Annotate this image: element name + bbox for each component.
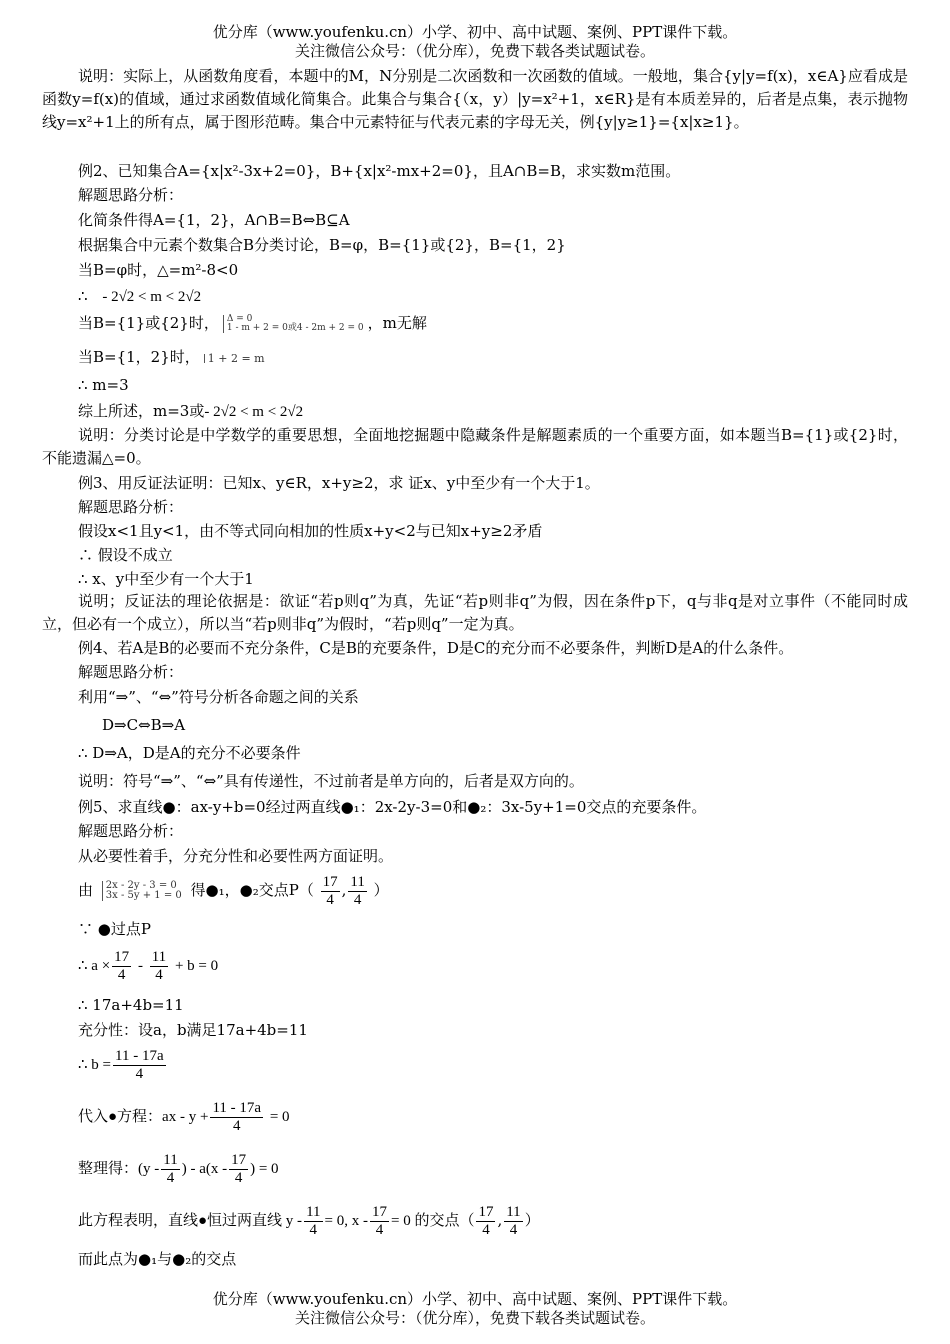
example-2-line-3: 当B=φ时，△=m²-8<0 [78, 261, 239, 279]
example-4-analysis: 解题思路分析： [78, 663, 184, 681]
fraction-17-4: $\frac{17}{4}$ [231, 1151, 247, 1186]
fraction-11-4: $\frac{11}{4}$ [350, 873, 365, 908]
inequality-math: - 2√2 < m < 2√2 [204, 404, 304, 420]
example-3-line-1: 假设x<1且y<1，由不等式同向相加的性质x+y<2与已知x+y≥2矛盾 [78, 522, 543, 540]
example-2-line-2: 根据集合中元素个数集合B分类讨论，B=φ，B={1}或{2}，B={1，2} [78, 236, 566, 254]
example-3-line-2: ∴ 假设不成立 [78, 546, 173, 564]
example-2-line-6: 当B={1，2}时， 1 + 2 = m [78, 348, 265, 366]
example-3-analysis: 解题思路分析： [78, 498, 184, 516]
fraction-substitute: $\frac{11 - 17a}{4}$ [212, 1099, 262, 1134]
example-4-line-2: D⇒C⇔B⇒A [102, 716, 186, 734]
fraction-17-4: $\frac{17}{4}$ [114, 948, 130, 983]
therefore-symbol: ∴ [78, 287, 88, 305]
example-5-analysis: 解题思路分析： [78, 822, 184, 840]
example-2-line-4 [78, 285, 201, 308]
equation-system: Δ = 0 1 - m + 2 = 0或4 - 2m + 2 = 0 [223, 315, 364, 333]
example-5-line-1: 从必要性着手，分充分性和必要性两方面证明。 [78, 847, 394, 865]
example-5-line-6: 充分性：设a，b满足17a+4b=11 [78, 1021, 308, 1039]
fraction-11-4: $\frac{11}{4}$ [306, 1203, 321, 1238]
example-5-line-5: ∴ 17a+4b=11 [78, 996, 184, 1014]
fraction-17-4: $\frac{17}{4}$ [371, 1203, 387, 1238]
example-3-line-3: ∴ x、y中至少有一个大于1 [78, 570, 254, 588]
fraction-b: $\frac{11 - 17a}{4}$ [115, 1047, 164, 1082]
fraction-11-4: $\frac{11}{4}$ [506, 1203, 521, 1238]
example-5-line-7: ∴ b = $\frac{11 - 17a}{4}$ [78, 1047, 164, 1082]
example-2-analysis: 解题思路分析： [78, 186, 184, 204]
example-2-line-1: 化简条件得A={1，2}，A∩B=B⇔B⊆A [78, 211, 350, 229]
note-3: 说明；反证法的理论依据是：欲证“若p则q”为真，先证“若p则非q”为假，因在条件p下，q与非q是对立事件（不能同时成立，但必有一个成立），所以当“若p则非q”为假时，“若p则q”一定为真。 [42, 592, 908, 633]
example-5-line-2: 由 2x - 2y - 3 = 0 3x - 5y + 1 = 0 得●₁，●₂交点P（ $\frac{17}{4}$ , $\frac{11}{4}$ ） [78, 873, 389, 908]
example-2: 例2、已知集合A={x|x²-3x+2=0}，B+{x|x²-mx+2=0}，且A∩B=B，求实数m范围。 [78, 162, 681, 180]
example-4: 例4、若A是B的必要而不充分条件，C是B的充要条件，D是C的充分而不必要条件，判断D是A的什么条件。 [78, 639, 794, 657]
example-5-line-8: 代入●方程：ax - y + $\frac{11 - 17a}{4}$ = 0 [78, 1099, 290, 1134]
note-2: 说明：分类讨论是中学数学的重要思想，全面地挖掘题中隐藏条件是解题素质的一个重要方面，如本题当B={1}或{2}时，不能遗漏△=0。 [42, 426, 908, 467]
footer-line-1: 优分库（www.youfenku.cn）小学、初中、高中试题、案例、PPT课件下载。 [212, 1290, 738, 1308]
equation-system: 2x - 2y - 3 = 0 3x - 5y + 1 = 0 [102, 881, 182, 901]
fraction-17-4: $\frac{17}{4}$ [478, 1203, 494, 1238]
note-4: 说明：符号“⇒”、“⇔”具有传递性，不过前者是单方向的，后者是双方向的。 [78, 772, 584, 790]
example-4-line-3: ∴ D⇒A，D是A的充分不必要条件 [78, 744, 301, 762]
header-line-1: 优分库（www.youfenku.cn）小学、初中、高中试题、案例、PPT课件下载。 [212, 23, 738, 41]
fraction-17-4: $\frac{17}{4}$ [322, 873, 338, 908]
example-5-line-10: 此方程表明，直线●恒过两直线 y - $\frac{11}{4}$ = 0, x - $\frac{17}{4}$ = 0 的交点（ $\frac{17}{4}$ , $\frac{11}{4}$ ） [78, 1203, 540, 1238]
fraction-11-4: $\frac{11}{4}$ [151, 948, 167, 983]
inequality-math: - 2√2 < m < 2√2 [102, 289, 202, 305]
footer-line-2: 关注微信公众号：（优分库），免费下载各类试题试卷。 [294, 1309, 655, 1327]
example-4-line-1: 利用“⇒”、“⇔”符号分析各命题之间的关系 [78, 688, 359, 706]
example-5-line-9: 整理得：(y - $\frac{11}{4}$ ) - a(x - $\frac{17}{4}$ ) = 0 [78, 1151, 279, 1186]
example-3: 例3、用反证法证明：已知x、y∈R，x+y≥2，求 证x、y中至少有一个大于1。 [78, 474, 600, 492]
fraction-11-4: $\frac{11}{4}$ [163, 1151, 178, 1186]
example-5-line-4: ∴ a × $\frac{17}{4}$ - $\frac{11}{4}$ + b = 0 [78, 948, 219, 983]
example-2-line-8: 综上所述，m=3或- 2√2 < m < 2√2 [78, 402, 304, 420]
example-5-line-11: 而此点为●₁与●₂的交点 [78, 1250, 237, 1268]
equation-system: 1 + 2 = m [204, 354, 265, 363]
example-5: 例5、求直线●：ax-y+b=0经过两直线●₁：2x-2y-3=0和●₂：3x-5y+1=0交点的充要条件。 [78, 798, 707, 816]
header-line-2: 关注微信公众号：（优分库），免费下载各类试题试卷。 [294, 42, 655, 60]
example-5-line-3: ∵ ●过点P [78, 920, 151, 938]
note-1: 说明：实际上，从函数角度看，本题中的M，N分别是二次函数和一次函数的值域。一般地，集合{y|y=f(x)，x∈A}应看成是函数y=f(x)的值域，通过求函数值域化简集合。此集合与集合{（x，y）|y=x²+1，x∈R}是有本质差异的，后者是点集，表示抛物线y=x²+1上的所有点，属于图形范畴。集合中元素特征与代表元素的字母无关，例{y|y≥1}={x|x≥1}。 [42, 67, 908, 131]
example-2-line-5: 当B={1}或{2}时， Δ = 0 1 - m + 2 = 0或4 - 2m + 2 = 0 ，m无解 [78, 314, 427, 333]
example-2-line-7: ∴ m=3 [78, 376, 129, 394]
